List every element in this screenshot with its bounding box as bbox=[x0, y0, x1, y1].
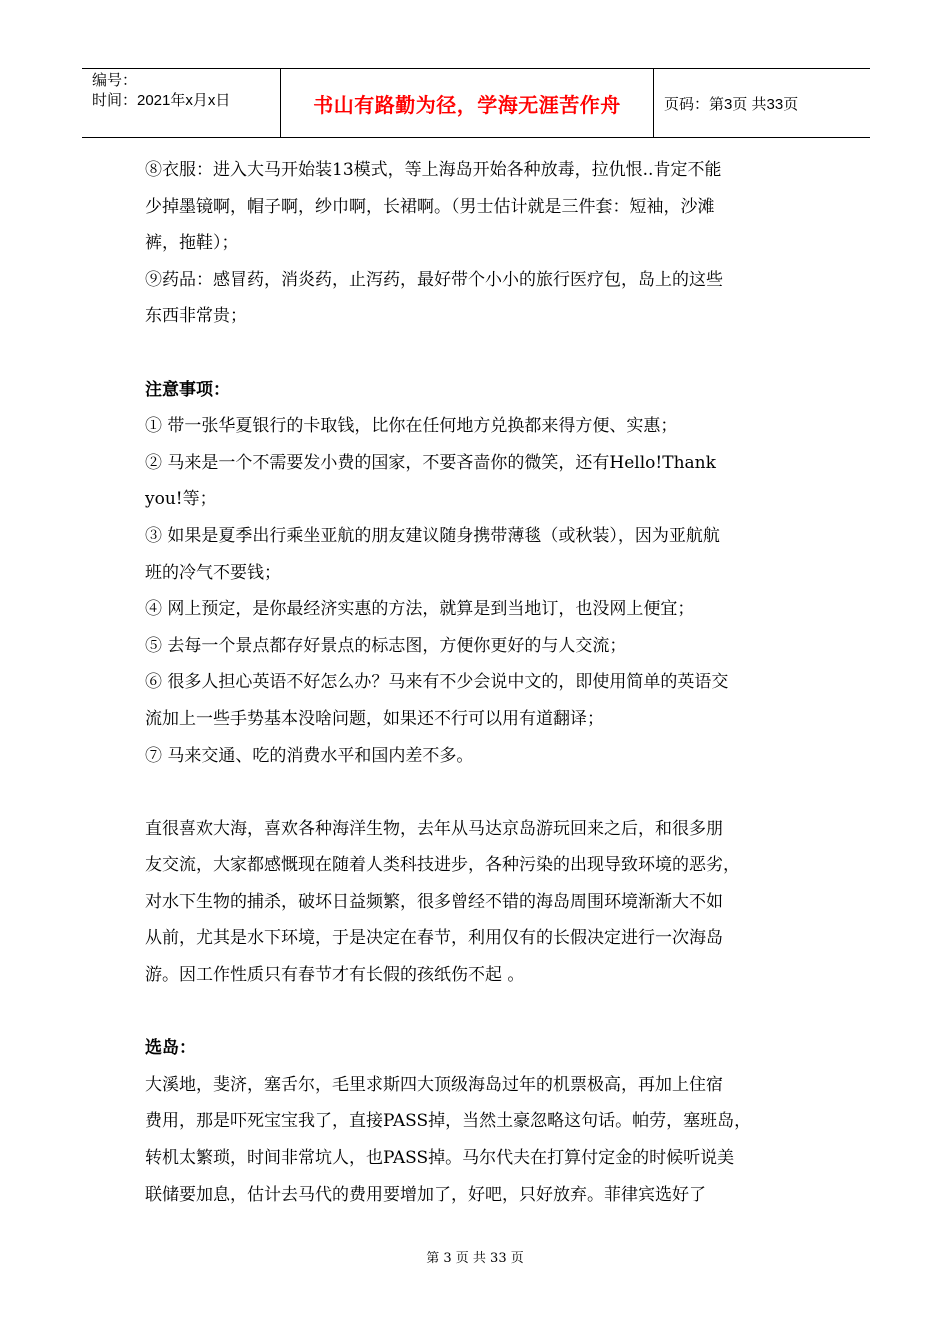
intro-line: 对水下生物的捕杀，破坏日益频繁，很多曾经不错的海岛周围环境渐渐大不如 bbox=[145, 891, 723, 912]
packing-item-9-line: ⑨药品：感冒药，消炎药，止泻药，最好带个小小的旅行医疗包，岛上的这些 bbox=[145, 269, 723, 290]
island-line: 大溪地，斐济，塞舌尔，毛里求斯四大顶级海岛过年的机票极高，再加上住宿 bbox=[145, 1074, 723, 1095]
time-label: 时间：2021年x月x日 bbox=[92, 92, 231, 109]
notes-line: ① 带一张华夏银行的卡取钱，比你在任何地方兑换都来得方便、实惠； bbox=[145, 416, 678, 437]
packing-item-9-line: 东西非常贵； bbox=[145, 306, 247, 327]
packing-item-8-line: 裤，拖鞋）； bbox=[145, 233, 239, 254]
packing-item-8-line: ⑧衣服：进入大马开始装13模式，等上海岛开始各种放毒，拉仇恨..肯定不能 bbox=[145, 160, 722, 180]
intro-line: 游。因工作性质只有春节才有长假的孩纸伤不起 。 bbox=[145, 965, 525, 986]
notes-line: ⑦ 马来交通、吃的消费水平和国内差不多。 bbox=[145, 745, 474, 766]
notes-line: 班的冷气不要钱； bbox=[145, 562, 281, 583]
page-footer: 第 3 页 共 33 页 bbox=[426, 1251, 524, 1266]
intro-line: 友交流，大家都感慨现在随着人类科技进步，各种污染的出现导致环境的恶劣， bbox=[145, 855, 740, 876]
notes-line: ④ 网上预定，是你最经济实惠的方法，就算是到当地订，也没网上便宜； bbox=[145, 599, 695, 620]
motto-text: 书山有路勤为径，学海无涯苦作舟 bbox=[313, 92, 621, 117]
page-header bbox=[82, 68, 870, 138]
island-line: 费用，那是吓死宝宝我了，直接PASS掉，当然土豪忽略这句话。帕劳，塞班岛， bbox=[145, 1111, 752, 1132]
header-motto-cell bbox=[281, 69, 654, 137]
island-line: 联储要加息，估计去马代的费用要增加了，好吧，只好放弃。菲律宾选好了 bbox=[145, 1184, 706, 1205]
document-body bbox=[145, 152, 810, 1213]
notes-line: ② 马来是一个不需要发小费的国家，不要吝啬你的微笑，还有Hello!Thank bbox=[145, 452, 716, 473]
packing-item-8-line: 少掉墨镜啊，帽子啊，纱巾啊，长裙啊。（男士估计就是三件套：短袖，沙滩 bbox=[145, 196, 715, 217]
intro-line: 从前，尤其是水下环境，于是决定在春节，利用仅有的长假决定进行一次海岛 bbox=[145, 928, 723, 949]
number-label: 编号： bbox=[92, 72, 138, 89]
notes-line: ③ 如果是夏季出行乘坐亚航的朋友建议随身携带薄毯（或秋装），因为亚航航 bbox=[145, 525, 720, 546]
notes-line: ⑥ 很多人担心英语不好怎么办？马来有不少会说中文的，即使用简单的英语交 bbox=[145, 672, 729, 693]
island-line: 转机太繁琐，时间非常坑人，也PASS掉。马尔代夫在打算付定金的时候听说美 bbox=[145, 1148, 735, 1169]
island-heading: 选岛： bbox=[145, 1038, 196, 1059]
header-meta bbox=[82, 69, 281, 137]
notes-line: you!等； bbox=[145, 489, 217, 510]
notes-line: 流加上一些手势基本没啥问题，如果还不行可以用有道翻译； bbox=[145, 708, 604, 729]
header-page-code: 页码：第3页 共33页 bbox=[664, 95, 799, 113]
notes-line: ⑤ 去每一个景点都存好景点的标志图，方便你更好的与人交流； bbox=[145, 635, 627, 656]
notes-heading: 注意事项： bbox=[145, 379, 230, 400]
intro-line: 直很喜欢大海，喜欢各种海洋生物，去年从马达京岛游玩回来之后，和很多朋 bbox=[145, 818, 723, 839]
